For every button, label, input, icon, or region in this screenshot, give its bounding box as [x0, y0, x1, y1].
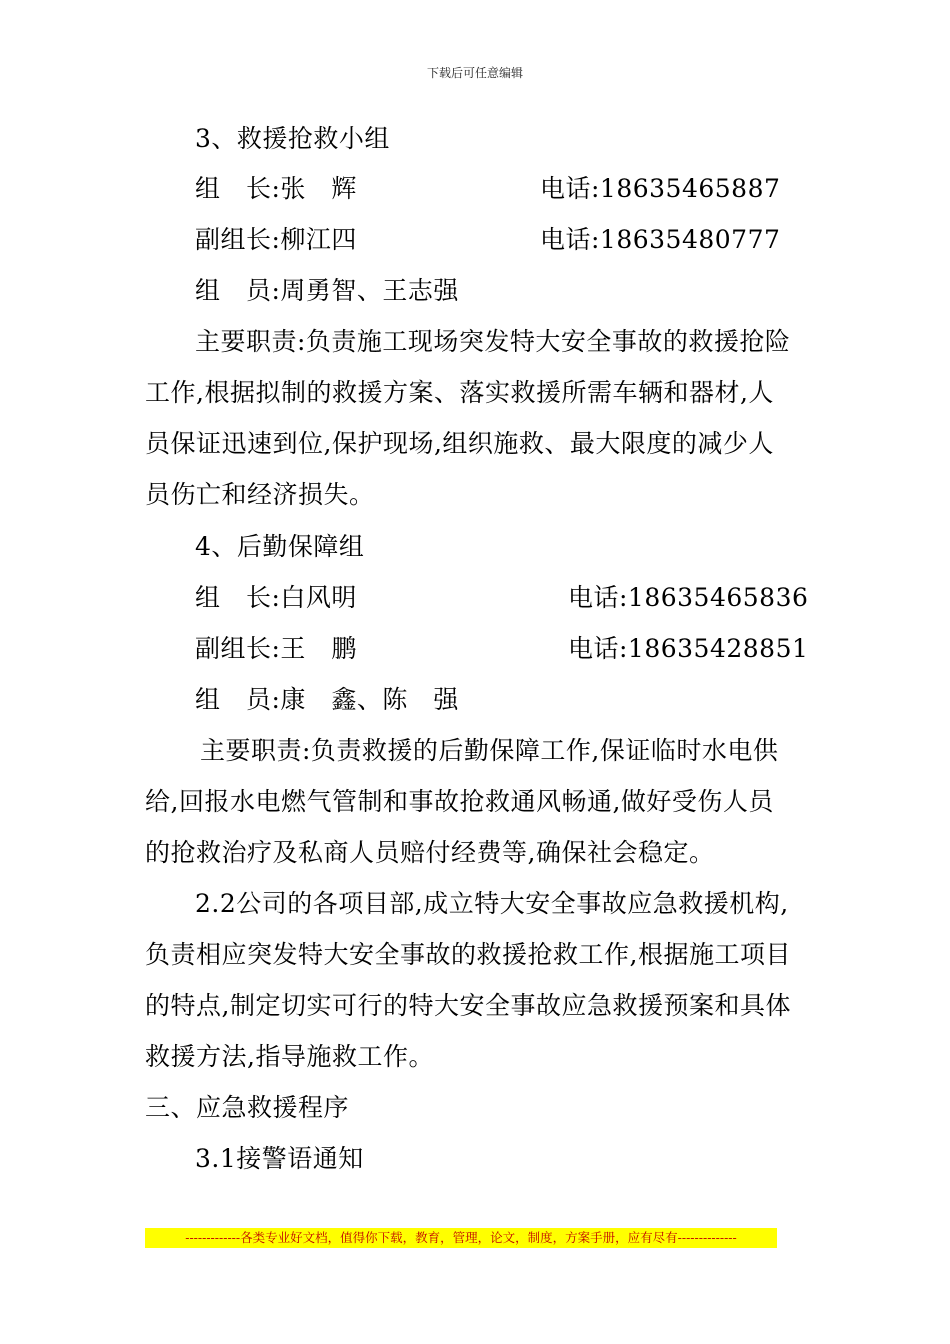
para-2-2-line-4: 救援方法,指导施救工作。 [145, 1042, 434, 1071]
section-4-deputy: 副组长:王 鹏 [195, 634, 357, 663]
section-4-duties-line-1: 主要职责:负责救援的后勤保障工作,保证临时水电供 [200, 736, 779, 765]
section-4-deputy-phone: 电话:18635428851 [568, 634, 809, 663]
chapter-3-heading: 三、应急救援程序 [145, 1093, 350, 1122]
header-note: 下载后可任意编辑 [426, 66, 523, 80]
section-3-duties-line-1: 主要职责:负责施工现场突发特大安全事故的救援抢险 [195, 327, 791, 356]
section-4-heading: 4、后勤保障组 [195, 532, 365, 561]
section-4-leader: 组 长:白风明 [195, 583, 357, 612]
para-2-2-line-3: 的特点,制定切实可行的特大安全事故应急救援预案和具体 [145, 991, 791, 1020]
para-2-2-line-1: 2.2公司的各项目部,成立特大安全事故应急救援机构, [195, 889, 789, 918]
section-3-deputy: 副组长:柳江四 [195, 225, 357, 254]
footer-banner: -------------各类专业好文档，值得你下载，教育，管理，论文，制度，方案手册，应有尽有-------------- [145, 1228, 777, 1248]
section-4-duties-line-3: 的抢救治疗及私商人员赔付经费等,确保社会稳定。 [145, 838, 715, 867]
section-3-duties-line-3: 员保证迅速到位,保护现场,组织施救、最大限度的减少人 [145, 429, 774, 458]
section-3-leader-phone: 电话:18635465887 [540, 174, 781, 203]
section-3-duties-line-4: 员伤亡和经济损失。 [145, 480, 375, 509]
section-4-members: 组 员:康 鑫、陈 强 [195, 685, 459, 714]
section-3-deputy-phone: 电话:18635480777 [540, 225, 781, 254]
section-3-duties-line-2: 工作,根据拟制的救援方案、落实救援所需车辆和器材,人 [145, 378, 774, 407]
section-4-duties-line-2: 给,回报水电燃气管制和事故抢救通风畅通,做好受伤人员 [145, 787, 774, 816]
section-3-leader: 组 长:张 辉 [195, 174, 357, 203]
section-3-heading: 3、救援抢救小组 [195, 124, 390, 153]
section-3-members: 组 员:周勇智、王志强 [195, 276, 459, 305]
para-2-2-line-2: 负责相应突发特大安全事故的救援抢救工作,根据施工项目 [145, 940, 791, 969]
section-4-leader-phone: 电话:18635465836 [568, 583, 809, 612]
section-3-1-heading: 3.1接警语通知 [195, 1144, 364, 1173]
